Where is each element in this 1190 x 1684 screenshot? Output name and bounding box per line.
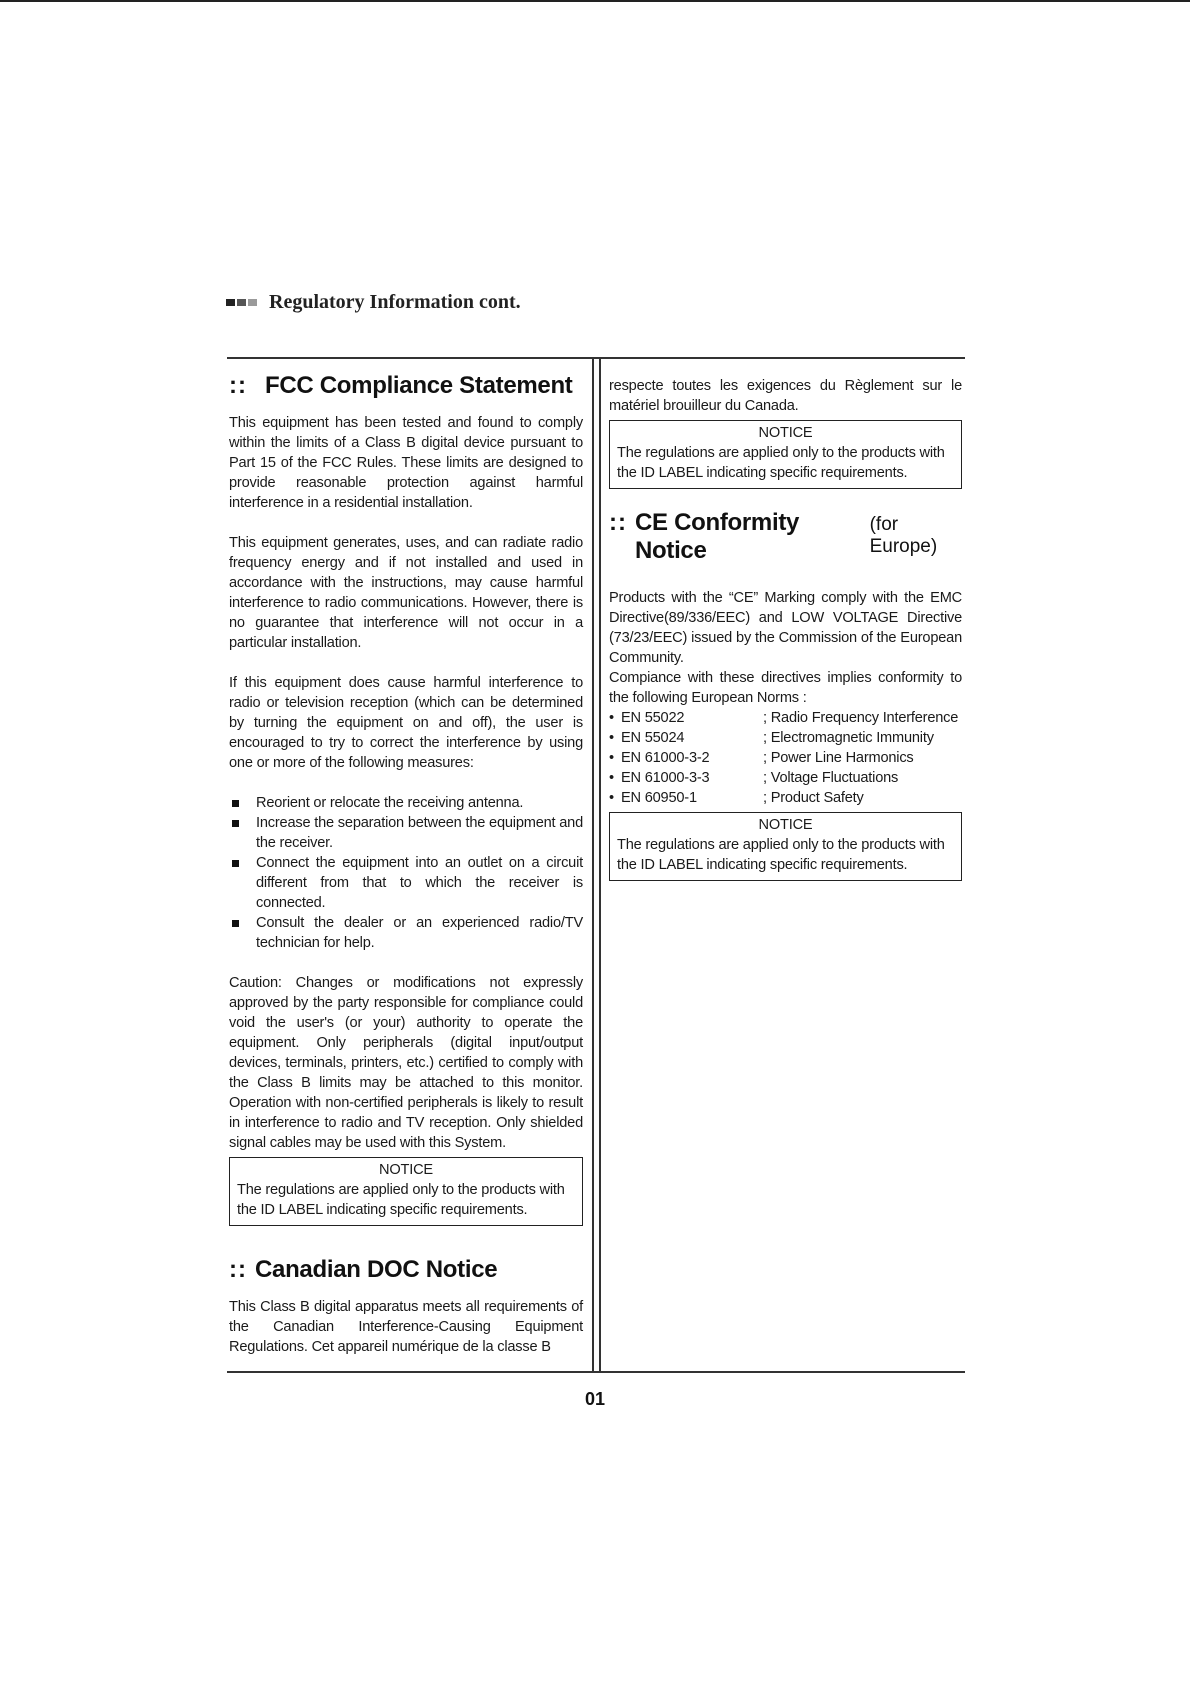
heading-marker-icon: :: — [609, 509, 627, 536]
canadian-notice-box — [609, 420, 962, 489]
ce-heading — [609, 509, 962, 565]
square-bullet-icon — [232, 920, 239, 927]
page-number: 01 — [584, 1389, 606, 1409]
top-border-rule — [0, 0, 1190, 2]
bullet-icon: • — [609, 730, 614, 746]
header-square-icon — [248, 299, 257, 306]
list-item: Reorient or relocate the receiving antenna. — [229, 793, 583, 813]
notice-text: The regulations are applied only to the products with the ID LABEL indicating specific requirements. — [617, 445, 945, 481]
bullet-icon: • — [609, 710, 614, 726]
bullet-icon: • — [609, 770, 614, 786]
heading-marker-icon: :: — [229, 372, 247, 399]
square-bullet-icon — [232, 820, 239, 827]
notice-title: NOTICE — [758, 817, 813, 833]
bullet-icon: • — [609, 750, 614, 766]
list-item: • EN 61000-3-3 ; Voltage Fluctuations — [609, 770, 899, 786]
notice-title: NOTICE — [758, 425, 813, 441]
canadian-paragraph-continued: respecte toutes les exigences du Règlement sur le matériel brouilleur du Canada. — [609, 378, 962, 414]
ce-notice-box — [609, 812, 962, 881]
list-item: • EN 60950-1 ; Product Safety — [609, 790, 864, 806]
canadian-heading-text: Canadian DOC Notice — [254, 1256, 498, 1283]
notice-text: The regulations are applied only to the products with the ID LABEL indicating specific requirements. — [237, 1182, 565, 1218]
ce-paragraph-2: Compiance with these directives implies conformity to the following European Norms : — [609, 670, 962, 706]
notice-title: NOTICE — [379, 1162, 433, 1178]
fcc-heading — [229, 372, 583, 400]
fcc-caution: Caution: Changes or modifications not expressly approved by the party responsible for compliance could void the user's (or your) authority to operate the equipment. Only peripherals (digital input/output devices, terminals, printers, etc.) certified to comply with the Class B limits may be attached to this monitor. Operation with non-certified peripherals is likely to result in interference to radio and TV reception. Only shielded signal cables may be used with this System. — [229, 975, 583, 1151]
list-item: • EN 55022 ; Radio Frequency Interference — [609, 710, 959, 726]
list-item: Connect the equipment into an outlet on a circuit different from that to which the receiver is connected. — [229, 853, 583, 913]
notice-text: The regulations are applied only to the products with the ID LABEL indicating specific requirements. — [617, 837, 945, 873]
list-item: • EN 55024 ; Electromagnetic Immunity — [609, 730, 934, 746]
fcc-paragraph-1: This equipment has been tested and found to comply within the limits of a Class B digital device pursuant to Part 15 of the FCC Rules. These limits are designed to provide reasonable protection against harmful interference in a residential installation. — [229, 415, 583, 511]
header-square-icon — [226, 299, 235, 306]
right-column — [609, 376, 962, 881]
fcc-measures-list — [229, 793, 583, 953]
ce-norms-list — [609, 708, 962, 808]
page-header-title: Regulatory Information cont. — [269, 290, 521, 313]
column-divider — [592, 358, 594, 1371]
left-column — [229, 372, 583, 1357]
fcc-paragraph-2: This equipment generates, uses, and can radiate radio frequency energy and if not installed and used in accordance with the instructions, may cause harmful interference to radio communications. However, there is no guarantee that interference will not occur in a particular installation. — [229, 535, 583, 651]
column-divider — [599, 358, 601, 1371]
ce-heading-subtitle: (for Europe) — [869, 514, 938, 557]
heading-marker-icon: :: — [229, 1256, 247, 1283]
ce-heading-text: CE Conformity Notice — [634, 509, 800, 564]
header-square-icon — [237, 299, 246, 306]
canadian-heading — [229, 1256, 583, 1284]
list-item: Increase the separation between the equipment and the receiver. — [229, 813, 583, 853]
ce-paragraph-1: Products with the “CE” Marking comply with the EMC Directive(89/336/EEC) and LOW VOLTAGE Directive (73/23/EEC) issued by the Commission of the European Community. — [609, 590, 962, 666]
section-header — [226, 288, 521, 316]
fcc-heading-text: FCC Compliance Statement — [264, 372, 573, 399]
fcc-notice-box — [229, 1157, 583, 1226]
fcc-paragraph-3: If this equipment does cause harmful interference to radio or television reception (which can be determined by turning the equipment on and off), the user is encouraged to try to correct the interference by using one or more of the following measures: — [229, 675, 583, 771]
canadian-paragraph: This Class B digital apparatus meets all requirements of the Canadian Interference-Causing Equipment Regulations. Cet appareil numérique de la classe B — [229, 1299, 583, 1355]
list-item: • EN 61000-3-2 ; Power Line Harmonics — [609, 750, 914, 766]
bottom-divider — [227, 1371, 965, 1373]
list-item: Consult the dealer or an experienced radio/TV technician for help. — [229, 913, 583, 953]
top-divider — [227, 357, 965, 359]
square-bullet-icon — [232, 800, 239, 807]
square-bullet-icon — [232, 860, 239, 867]
bullet-icon: • — [609, 790, 614, 806]
